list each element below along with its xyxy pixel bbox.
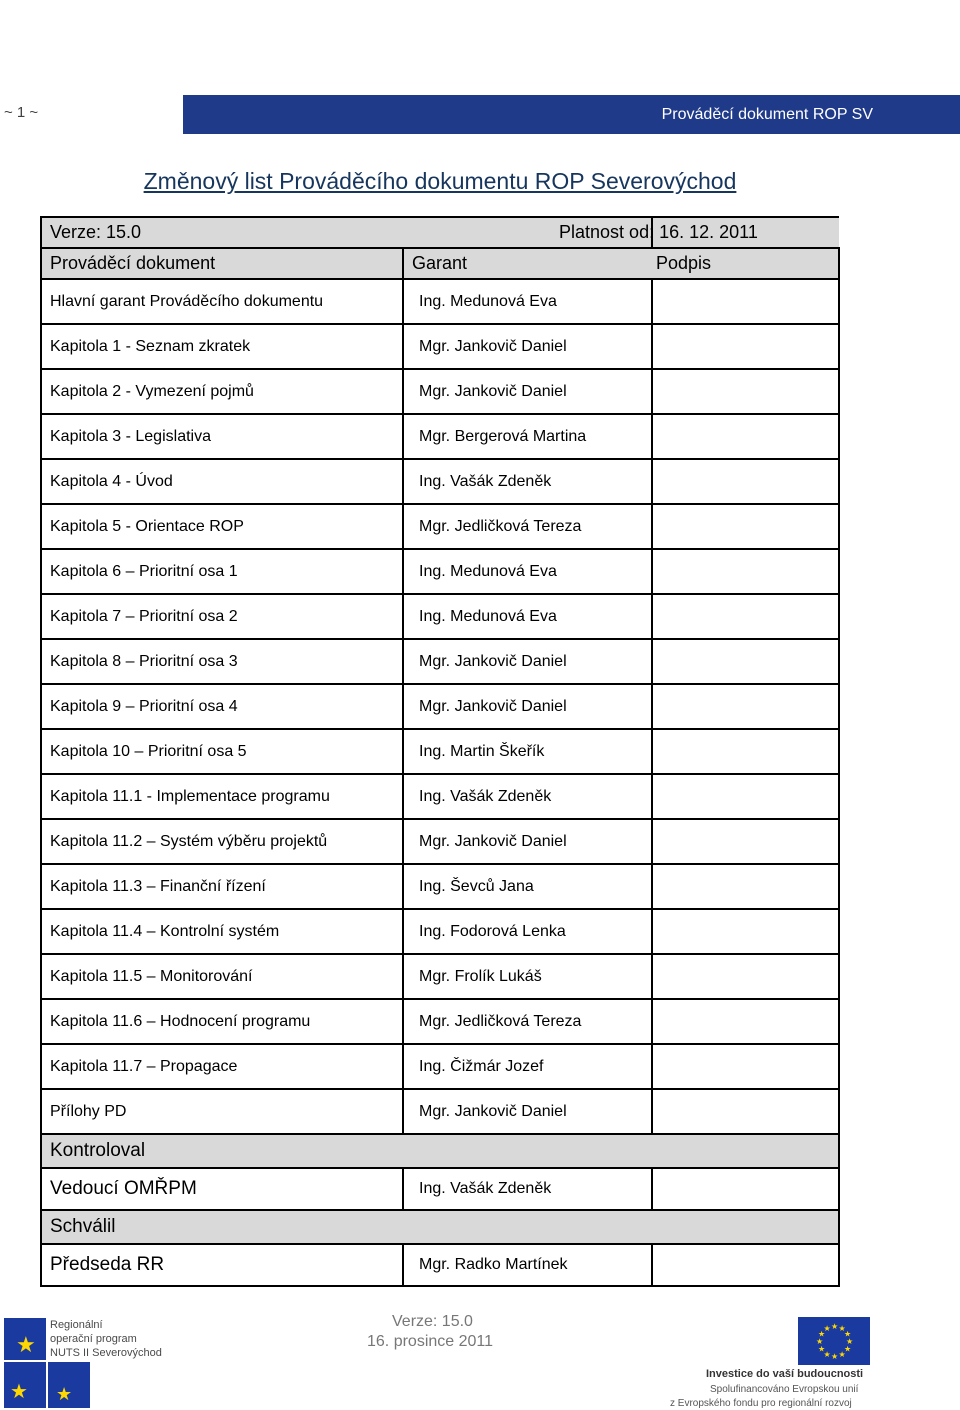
header-row [41, 248, 839, 279]
eu-star-icon: ★ [844, 1329, 852, 1339]
table-row [41, 504, 839, 549]
approver-row [41, 1244, 839, 1286]
table-row [41, 594, 839, 639]
guarantor-cell: Mgr. Jankovič Daniel [403, 684, 652, 729]
signature-cell [652, 819, 839, 864]
document-part-cell: Kapitola 4 - Úvod [41, 459, 403, 504]
document-part-cell: Přílohy PD [41, 1089, 403, 1134]
validity-text: Platnost od: 16. 12. 2011 [559, 222, 758, 242]
column-header-signature: Podpis [652, 248, 839, 279]
header-bar [183, 95, 960, 134]
table-row [41, 684, 839, 729]
table-row [41, 729, 839, 774]
guarantor-cell: Ing. Fodorová Lenka [403, 909, 652, 954]
table-row [41, 909, 839, 954]
document-part-cell: Kapitola 7 – Prioritní osa 2 [41, 594, 403, 639]
signature-cell [652, 414, 839, 459]
signature-cell [652, 504, 839, 549]
eu-star-icon: ★ [838, 1350, 846, 1359]
document-part-cell: Kapitola 10 – Prioritní osa 5 [41, 729, 403, 774]
table-row [41, 999, 839, 1044]
approved-section-fill [403, 1210, 839, 1244]
document-part-cell: Kapitola 1 - Seznam zkratek [41, 324, 403, 369]
star-icon: ★ [10, 1379, 28, 1403]
change-list-table [40, 216, 840, 1287]
table-row [41, 324, 839, 369]
guarantor-cell: Mgr. Jankovič Daniel [403, 639, 652, 684]
guarantor-cell: Mgr. Jankovič Daniel [403, 324, 652, 369]
guarantor-cell: Ing. Ševců Jana [403, 864, 652, 909]
approver-row-person: Mgr. Radko Martínek [403, 1244, 652, 1286]
guarantor-cell: Mgr. Jankovič Daniel [403, 819, 652, 864]
eu-logo [668, 1313, 888, 1410]
signature-cell [652, 639, 839, 684]
document-part-cell: Kapitola 5 - Orientace ROP [41, 504, 403, 549]
logo-right-line-1: Investice do vaší budoucnosti [706, 1368, 864, 1380]
column-header-guarantor: Garant [403, 248, 652, 279]
rop-severovychod-logo [4, 1318, 204, 1408]
table-row [41, 774, 839, 819]
eu-star-icon: ★ [818, 1329, 826, 1339]
approver-row-role: Předseda RR [41, 1244, 403, 1286]
document-part-cell: Kapitola 11.6 – Hodnocení programu [41, 999, 403, 1044]
table-row [41, 369, 839, 414]
table-row [41, 549, 839, 594]
document-part-cell: Kapitola 11.5 – Monitorování [41, 954, 403, 999]
document-part-cell: Kapitola 11.4 – Kontrolní systém [41, 909, 403, 954]
signature-cell [652, 909, 839, 954]
signature-cell [652, 1244, 839, 1286]
table-row [41, 819, 839, 864]
signature-cell [652, 729, 839, 774]
document-title: Změnový list Prováděcího dokumentu ROP Severovýchod [143, 168, 737, 194]
table-row [41, 459, 839, 504]
guarantor-cell: Mgr. Frolík Lukáš [403, 954, 652, 999]
table-row [41, 414, 839, 459]
guarantor-cell: Ing. Medunová Eva [403, 594, 652, 639]
page-number: ~ 1 ~ [4, 104, 39, 121]
guarantor-cell: Mgr. Jankovič Daniel [403, 369, 652, 414]
star-icon: ★ [16, 1333, 36, 1358]
column-header-document: Prováděcí dokument [41, 248, 403, 279]
table-row [41, 954, 839, 999]
table-row [41, 279, 839, 324]
document-part-cell: Kapitola 3 - Legislativa [41, 414, 403, 459]
checked-section-label: Kontroloval [41, 1134, 403, 1168]
signature-cell [652, 1168, 839, 1210]
guarantor-cell: Ing. Vašák Zdeněk [403, 774, 652, 819]
checked-section [41, 1134, 839, 1168]
eu-star-icon: ★ [823, 1350, 831, 1359]
eu-star-icon: ★ [838, 1324, 846, 1333]
logo-left-line-1: Regionální [50, 1319, 103, 1331]
guarantor-cell: Ing. Medunová Eva [403, 549, 652, 594]
eu-star-icon: ★ [846, 1337, 854, 1346]
star-icon: ★ [56, 1384, 73, 1405]
guarantor-cell: Mgr. Jedličková Tereza [403, 504, 652, 549]
eu-star-icon: ★ [844, 1344, 852, 1354]
signature-cell [652, 279, 839, 324]
document-part-cell: Kapitola 2 - Vymezení pojmů [41, 369, 403, 414]
guarantor-cell: Mgr. Jedličková Tereza [403, 999, 652, 1044]
logo-right-line-3: z Evropského fondu pro regionální rozvoj [670, 1398, 852, 1409]
version-row [41, 217, 839, 248]
signature-cell [652, 999, 839, 1044]
document-part-cell: Kapitola 11.3 – Finanční řízení [41, 864, 403, 909]
logo-right-line-2: Spolufinancováno Evropskou unií [710, 1384, 859, 1395]
checker-row-person: Ing. Vašák Zdeněk [403, 1168, 652, 1210]
header-title: Prováděcí dokument ROP SV [661, 106, 873, 123]
signature-cell [652, 864, 839, 909]
document-part-cell: Kapitola 11.1 - Implementace programu [41, 774, 403, 819]
guarantor-cell: Ing. Čižmár Jozef [403, 1044, 652, 1089]
signature-cell [652, 1044, 839, 1089]
table-row [41, 1044, 839, 1089]
signature-cell [652, 684, 839, 729]
eu-star-icon: ★ [823, 1324, 831, 1333]
footer-date: 16. prosince 2011 [367, 1333, 494, 1350]
signature-cell [652, 1089, 839, 1134]
guarantor-cell: Ing. Martin Škeřík [403, 729, 652, 774]
eu-star-icon: ★ [831, 1352, 839, 1361]
logo-left-line-3: NUTS II Severovýchod [50, 1347, 162, 1359]
version-cell: Verze: 15.0 [41, 217, 652, 248]
document-part-cell: Hlavní garant Prováděcího dokumentu [41, 279, 403, 324]
table-row [41, 639, 839, 684]
footer-version: Verze: 15.0 [392, 1313, 473, 1330]
guarantor-cell: Mgr. Jankovič Daniel [403, 1089, 652, 1134]
guarantor-cell: Ing. Vašák Zdeněk [403, 459, 652, 504]
approved-section [41, 1210, 839, 1244]
signature-cell [652, 774, 839, 819]
guarantor-cell: Ing. Medunová Eva [403, 279, 652, 324]
logo-left-line-2: operační program [50, 1333, 137, 1345]
eu-star-icon: ★ [831, 1322, 839, 1331]
signature-cell [652, 549, 839, 594]
approved-section-label: Schválil [41, 1210, 403, 1244]
signature-cell [652, 594, 839, 639]
guarantor-cell: Mgr. Bergerová Martina [403, 414, 652, 459]
eu-star-icon: ★ [816, 1337, 824, 1346]
validity-cell [559, 217, 839, 248]
checked-section-fill [403, 1134, 839, 1168]
signature-cell [652, 369, 839, 414]
document-part-cell: Kapitola 9 – Prioritní osa 4 [41, 684, 403, 729]
checker-row-role: Vedoucí OMŘPM [41, 1168, 403, 1210]
document-part-cell: Kapitola 6 – Prioritní osa 1 [41, 549, 403, 594]
signature-cell [652, 324, 839, 369]
document-part-cell: Kapitola 11.2 – Systém výběru projektů [41, 819, 403, 864]
eu-star-icon: ★ [818, 1344, 826, 1354]
document-part-cell: Kapitola 8 – Prioritní osa 3 [41, 639, 403, 684]
table-row [41, 1089, 839, 1134]
checker-row [41, 1168, 839, 1210]
document-part-cell: Kapitola 11.7 – Propagace [41, 1044, 403, 1089]
signature-cell [652, 954, 839, 999]
table-row [41, 864, 839, 909]
signature-cell [652, 459, 839, 504]
